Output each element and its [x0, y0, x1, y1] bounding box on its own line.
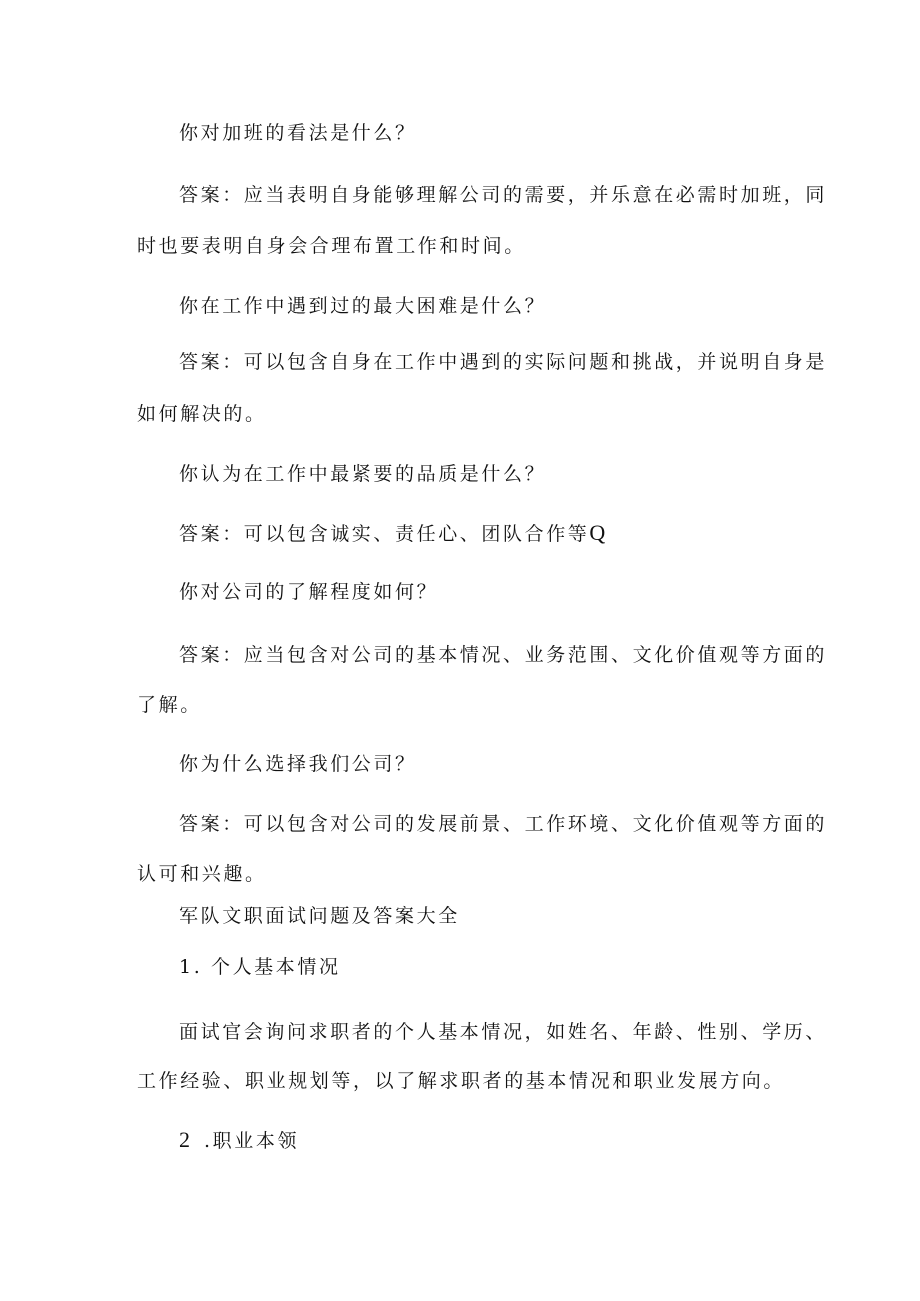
answer-difficulty-line-2: 如何解决的。	[137, 403, 267, 425]
answer-quality-text: 答案：可以包含诚实、责任心、团队合作等	[179, 523, 590, 545]
question-overtime: 你对加班的看法是什么？	[179, 122, 417, 144]
heading-text: .职业本领	[204, 1130, 300, 1152]
question-why-us: 你为什么选择我们公司？	[179, 753, 417, 775]
answer-why-us-line-2: 认可和兴趣。	[137, 863, 267, 885]
section-title: 军队文职面试问题及答案大全	[179, 905, 460, 927]
answer-quality-ocr-glyph: Q	[589, 520, 606, 545]
answer-company-knowledge-line-2: 了解。	[137, 694, 202, 716]
heading-number: 2	[179, 1127, 190, 1152]
question-difficulty: 你在工作中遇到过的最大困难是什么？	[179, 295, 547, 317]
personal-info-body-line-2: 工作经验、职业规划等，以了解求职者的基本情况和职业发展方向。	[137, 1070, 786, 1092]
answer-overtime-line-2: 时也要表明自身会合理布置工作和时间。	[137, 235, 526, 257]
answer-quality	[179, 521, 605, 546]
answer-difficulty-line-1: 答案：可以包含自身在工作中遇到的实际问题和挑战，并说明自身是	[179, 351, 828, 373]
heading-professional-skills	[179, 1128, 299, 1153]
answer-why-us-line-1: 答案：可以包含对公司的发展前景、工作环境、文化价值观等方面的	[179, 813, 828, 835]
question-company-knowledge: 你对公司的了解程度如何？	[179, 581, 439, 603]
heading-personal-info: 1. 个人基本情况	[179, 956, 341, 978]
answer-overtime-line-1: 答案：应当表明自身能够理解公司的需要，并乐意在必需时加班，同	[179, 184, 828, 206]
question-quality: 你认为在工作中最紧要的品质是什么？	[179, 463, 547, 485]
answer-company-knowledge-line-1: 答案：应当包含对公司的基本情况、业务范围、文化价值观等方面的	[179, 644, 828, 666]
personal-info-body-line-1: 面试官会询问求职者的个人基本情况，如姓名、年龄、性别、学历、	[179, 1021, 828, 1043]
